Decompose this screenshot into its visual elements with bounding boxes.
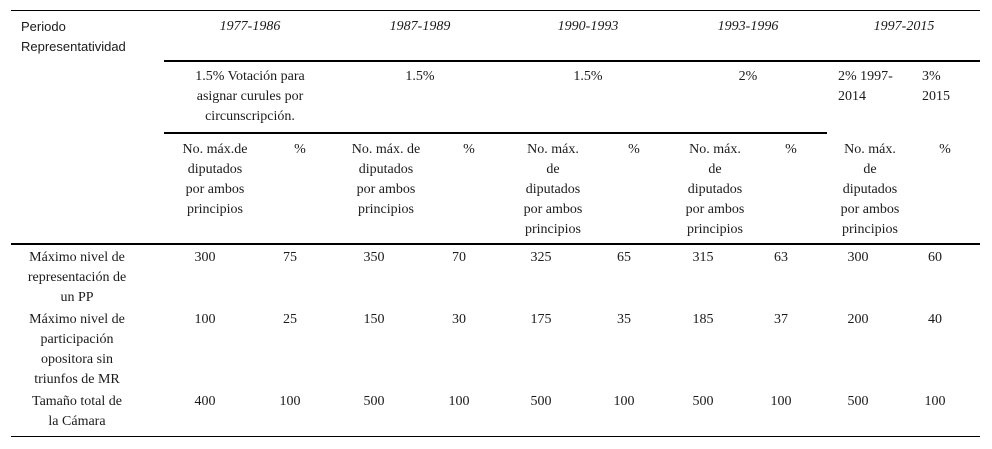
table-cell: 35 bbox=[617, 312, 631, 327]
threshold-1993-1996: 2% bbox=[738, 69, 758, 84]
threshold-1990-1993: 1.5% bbox=[573, 69, 603, 84]
row-label: Máximo nivel de representación de un PP bbox=[27, 250, 127, 305]
table-cell: 40 bbox=[928, 312, 942, 327]
threshold-1987-1989: 1.5% bbox=[405, 69, 435, 84]
table-cell: 200 bbox=[847, 312, 869, 327]
table-cell: 100 bbox=[279, 394, 301, 409]
threshold-1977-1986: 1.5% Votación para asignar curules por circunscripción. bbox=[195, 69, 305, 124]
period-header-1993-1996: 1993-1996 bbox=[717, 19, 779, 34]
subheader-pct-3: % bbox=[628, 142, 640, 157]
period-rule bbox=[164, 60, 980, 62]
table-cell: 500 bbox=[530, 394, 552, 409]
subheader-pct-5: % bbox=[939, 142, 951, 157]
table-cell: 500 bbox=[363, 394, 385, 409]
table-cell: 60 bbox=[928, 250, 942, 265]
table-cell: 100 bbox=[448, 394, 470, 409]
header-bottom-rule bbox=[11, 243, 980, 245]
period-header-1990-1993: 1990-1993 bbox=[557, 19, 619, 34]
subheader-max-deputies-5: No. máx. de diputados por ambos principios bbox=[840, 142, 900, 237]
subheader-max-deputies-2: No. máx. de diputados por ambos principios bbox=[351, 142, 421, 217]
subheader-max-deputies-4: No. máx. de diputados por ambos principios bbox=[685, 142, 745, 237]
table-cell: 100 bbox=[613, 394, 635, 409]
table-cell: 350 bbox=[363, 250, 385, 265]
table-cell: 185 bbox=[692, 312, 714, 327]
period-header-1987-1989: 1987-1989 bbox=[389, 19, 451, 34]
table-cell: 150 bbox=[363, 312, 385, 327]
table-cell: 325 bbox=[530, 250, 552, 265]
threshold-1997-2014: 2% 1997- 2014 bbox=[838, 69, 893, 104]
subheader-max-deputies-3: No. máx. de diputados por ambos principios bbox=[523, 142, 583, 237]
table-cell: 300 bbox=[847, 250, 869, 265]
table-cell: 65 bbox=[617, 250, 631, 265]
row-label: Tamaño total de la Cámara bbox=[32, 394, 122, 429]
table-cell: 75 bbox=[283, 250, 297, 265]
table-cell: 175 bbox=[530, 312, 552, 327]
table-cell: 300 bbox=[194, 250, 216, 265]
table-cell: 37 bbox=[774, 312, 788, 327]
table-cell: 63 bbox=[774, 250, 788, 265]
table-cell: 30 bbox=[452, 312, 466, 327]
table-cell: 500 bbox=[847, 394, 869, 409]
subheader-pct-1: % bbox=[294, 142, 306, 157]
corner-header: Periodo Representatividad bbox=[21, 19, 126, 54]
threshold-rule bbox=[164, 132, 827, 134]
bottom-rule bbox=[11, 436, 980, 437]
table-cell: 100 bbox=[194, 312, 216, 327]
table-cell: 25 bbox=[283, 312, 297, 327]
row-label: Máximo nivel de participación opositora sin triunfos de MR bbox=[29, 312, 125, 387]
table-cell: 315 bbox=[692, 250, 714, 265]
table-cell: 70 bbox=[452, 250, 466, 265]
period-header-1997-2015: 1997-2015 bbox=[873, 19, 935, 34]
table-cell: 100 bbox=[770, 394, 792, 409]
top-rule bbox=[11, 10, 980, 11]
table-cell: 100 bbox=[924, 394, 946, 409]
subheader-pct-4: % bbox=[785, 142, 797, 157]
table-cell: 500 bbox=[692, 394, 714, 409]
table-cell: 400 bbox=[194, 394, 216, 409]
subheader-max-deputies-1: No. máx.de diputados por ambos principios bbox=[182, 142, 248, 217]
period-header-1977-1986: 1977-1986 bbox=[219, 19, 281, 34]
threshold-2015: 3% 2015 bbox=[922, 69, 950, 104]
subheader-pct-2: % bbox=[463, 142, 475, 157]
